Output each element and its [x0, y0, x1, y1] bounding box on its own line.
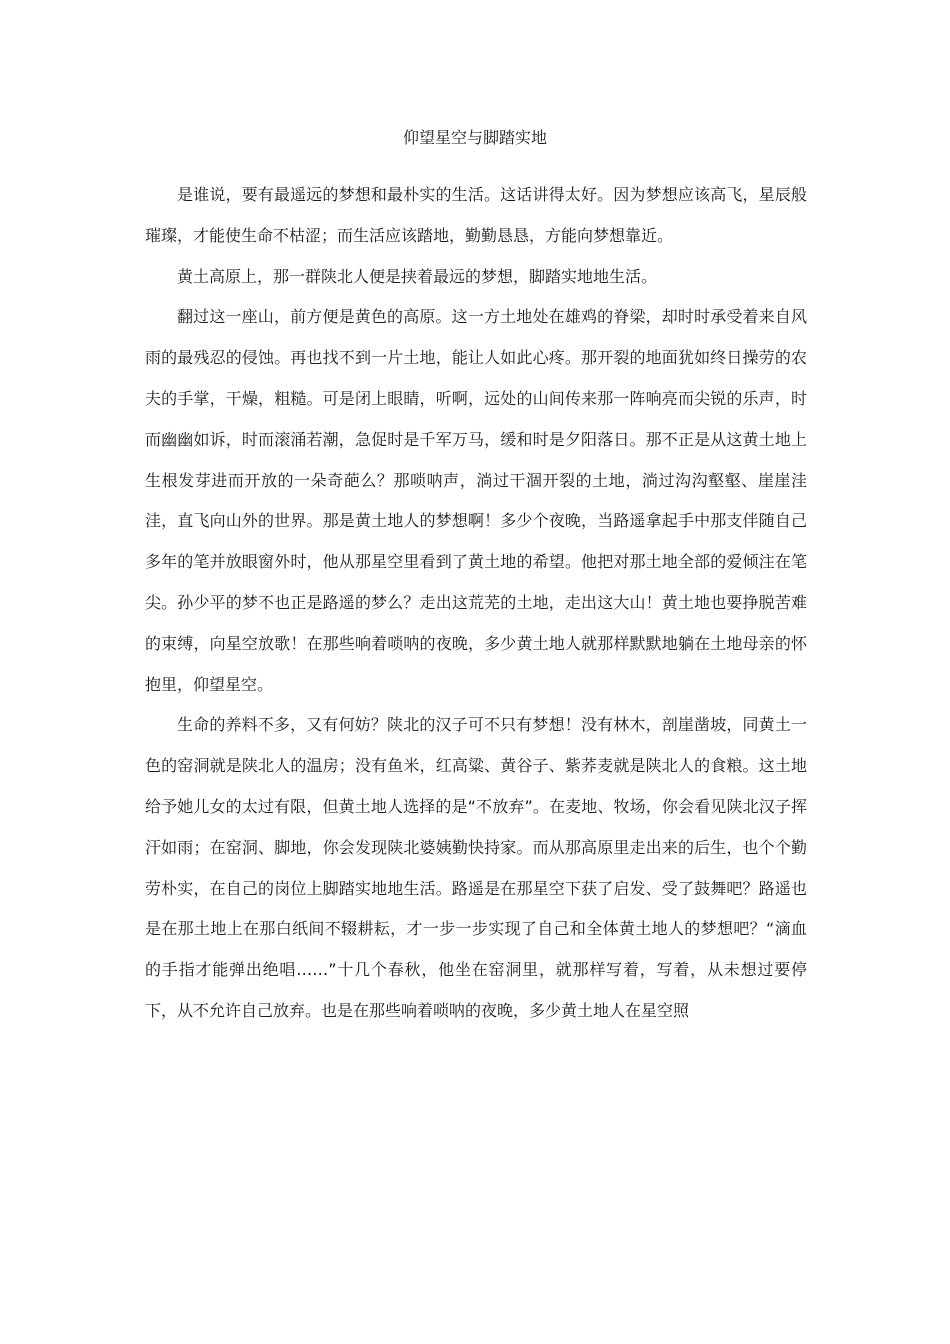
document-body [145, 175, 807, 1032]
paragraph-1: 是谁说，要有最遥远的梦想和最朴实的生活。这话讲得太好。因为梦想应该高飞，星辰般璀璨，才能使生命不枯涩；而生活应该踏地，勤勤恳恳，方能向梦想靠近。 [145, 185, 807, 245]
document-title: 仰望星空与脚踏实地 [402, 128, 547, 147]
paragraph-2: 黄土高原上，那一群陕北人便是挟着最远的梦想，脚踏实地地生活。 [177, 266, 658, 286]
paragraph-3: 翻过这一座山，前方便是黄色的高原。这一方土地处在雄鸡的脊梁，却时时承受着来自风雨的最残忍的侵蚀。再也找不到一片土地，能让人如此心疼。那开裂的地面犹如终日操劳的农夫的手掌，干燥，粗糙。可是闭上眼睛，听啊，远处的山间传来那一阵响亮而尖锐的乐声，时而幽幽如诉，时而滚涌若潮，急促时是千军万马，缓和时是夕阳落日。那不正是从这黄土地上生根发芽进而开放的一朵奇葩么？那唢呐声，淌过干涸开裂的土地，淌过沟沟壑壑、崖崖洼洼，直飞向山外的世界。那是黄土地人的梦想啊！多少个夜晚，当路遥拿起手中那支伴随自己多年的笔并放眼窗外时，他从那星空里看到了黄土地的希望。他把对那土地全部的爱倾注在笔尖。孙少平的梦不也正是路遥的梦么？走出这荒芜的土地，走出这大山！黄土地也要挣脱苦难的束缚，向星空放歌！在那些响着唢呐的夜晚，多少黄土地人就那样默默地躺在土地母亲的怀抱里，仰望星空。 [145, 307, 807, 694]
paragraph-4: 生命的养料不多，又有何妨？陕北的汉子可不只有梦想！没有林木，剖崖凿坡，同黄土一色的窑洞就是陕北人的温房；没有鱼米，红高粱、黄谷子、紫荞麦就是陕北人的食粮。这土地给予她儿女的太过有限，但黄土地人选择的是“不放弃”。在麦地、牧场，你会看见陕北汉子挥汗如雨；在窑洞、脚地，你会发现陕北婆姨勤快持家。而从那高原里走出来的后生，也个个勤劳朴实，在自己的岗位上脚踏实地地生活。路遥是在那星空下获了启发、受了鼓舞吧？路遥也是在那土地上在那白纸间不辍耕耘，才一步一步实现了自己和全体黄土地人的梦想吧？“滴血的手指才能弹出绝唱……”十几个春秋，他坐在窑洞里，就那样写着，写着，从未想过要停下，从不允许自己放弃。也是在那些响着唢呐的夜晚，多少黄土地人在星空照 [145, 715, 807, 1020]
